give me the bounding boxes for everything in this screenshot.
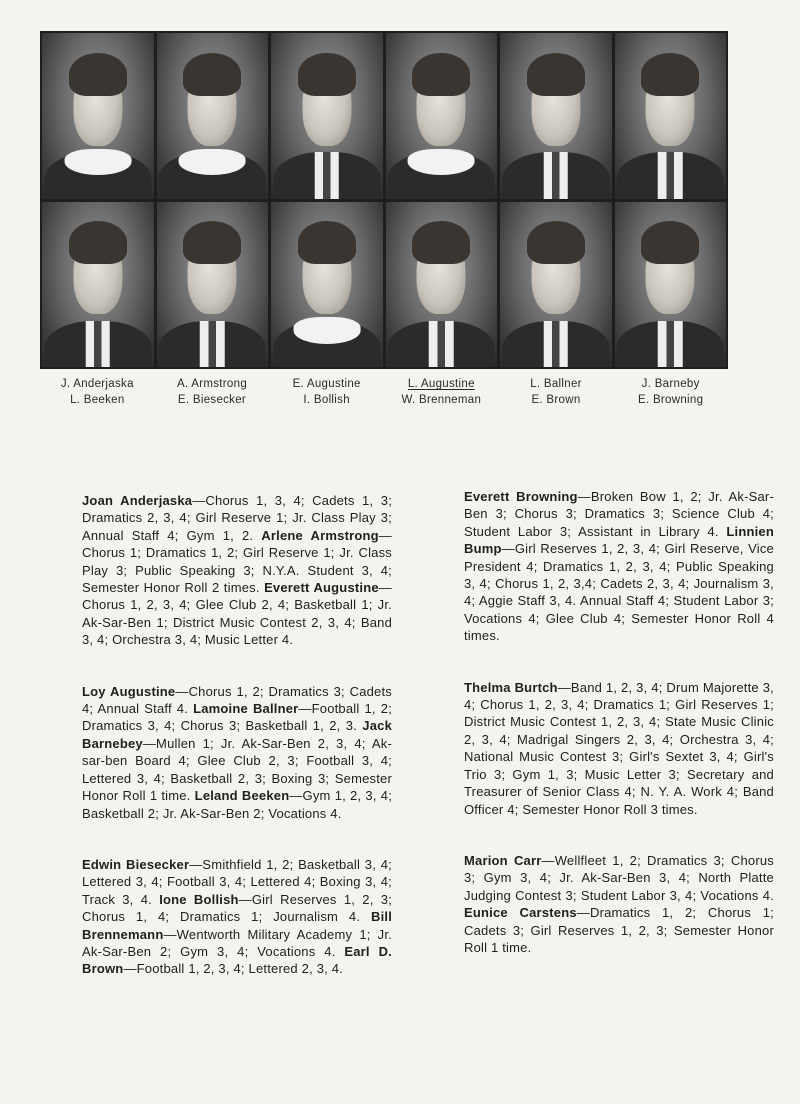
- portrait-photo: [157, 33, 269, 199]
- student-activities: —Chorus 1, 3, 4; Cadets 1, 3; Dramatics 2, 3, 4; Girl Reserve 1; Jr. Class Play 3; Annual Staff 4; Gym 1, 2.: [82, 493, 393, 543]
- portrait-grid: [40, 31, 728, 369]
- student-activities: —Wellfleet 1, 2; Dramatics 3; Chorus 3; Gym 3, 4; Jr. Ak-Sar-Ben 3, 4; North Platte Judging Contest 3; Student Labor 3, 4; Vocations 4.: [464, 852, 774, 903]
- student-activities: —Football 1, 2, 3, 4; Lettered 2, 3, 4.: [123, 961, 343, 977]
- student-name: Lamoine Ballner: [193, 701, 299, 717]
- student-activities: —Football 1, 2; Dramatics 3, 4; Chorus 3; Basketball 1, 2, 3.: [82, 701, 393, 734]
- portrait-photo: [386, 33, 498, 199]
- caption-bottom-name: E. Biesecker: [177, 394, 247, 406]
- student-activities: —Smithfield 1, 2; Basketball 3, 4; Lettered 3, 4; Football 3, 4; Lettered 4; Boxing 3, 4; Track 3, 4.: [82, 856, 392, 907]
- caption-cell: [155, 376, 270, 408]
- student-name: Arlene Armstrong: [261, 527, 379, 543]
- student-name: Loy Augustine: [82, 683, 176, 699]
- student-activities: —Broken Bow 1, 2; Jr. Ak-Sar-Ben 3; Chorus 3; Dramatics 3; Science Club 4; Student Labor 3; Assistant in Library 4.: [464, 489, 774, 539]
- left-text-column: [82, 492, 392, 978]
- student-name: Eunice Carstens: [464, 905, 577, 921]
- portrait-photo: [271, 33, 383, 199]
- caption-top-name: J. Anderjaska: [60, 378, 134, 390]
- caption-bottom-name: L. Beeken: [70, 394, 125, 406]
- biography-paragraph: [82, 683, 392, 822]
- caption-bottom-name: E. Brown: [531, 394, 581, 406]
- portrait-photo: [42, 202, 154, 368]
- portrait-photo: [500, 202, 612, 368]
- caption-top-name: J. Barneby: [641, 378, 700, 390]
- caption-top-name: L. Augustine: [407, 378, 475, 390]
- caption-bottom-name: W. Brenneman: [401, 394, 482, 406]
- student-name: Linnien Bump: [464, 523, 774, 557]
- student-name: Marion Carr: [464, 852, 542, 868]
- student-name: Jack Barnebey: [82, 718, 393, 751]
- portrait-captions: [40, 376, 728, 408]
- biography-paragraph: [464, 852, 774, 956]
- student-name: Ione Bollish: [159, 891, 239, 907]
- caption-top-name: E. Augustine: [292, 378, 361, 390]
- student-activities: —Band 1, 2, 3, 4; Drum Majorette 3, 4; Chorus 1, 2, 3, 4; Dramatics 1; Girl Reserves 1; District Music Contest 1, 2, 3, 4; State Music Clinic 2, 3, 4; Madrigal Singers 2, 3, 4; Orchestra 3, 4; National Music Contest 3; Girl's Sextet 3, 4; Girl's Trio 3; Gym 1, 3; Music Letter 3; Secretary and Treasurer of Senior Class 4; N. Y. A. Work 4; Band Officer 4; Semester Honor Roll 3 times.: [464, 679, 774, 817]
- student-name: Everett Augustine: [264, 580, 379, 596]
- portrait-photo: [157, 202, 269, 368]
- portrait-photo: [271, 202, 383, 368]
- student-activities: —Chorus 1; Dramatics 1, 2; Girl Reserve 1; Jr. Class Play 3; Public Speaking 3; N.Y.A. Student 3, 4; Semester Honor Roll 2 times.: [82, 527, 392, 596]
- student-name: Everett Browning: [464, 489, 578, 504]
- portrait-photo: [615, 202, 727, 368]
- student-activities: —Gym 1, 2, 3, 4; Basketball 2; Jr. Ak-Sar-Ben 2; Vocations 4.: [82, 788, 393, 821]
- student-name: Earl D. Brown: [82, 943, 393, 977]
- portrait-photo: [615, 33, 727, 199]
- portrait-photo: [42, 33, 154, 199]
- student-activities: —Dramatics 1, 2; Chorus 1; Cadets 3; Girl Reserves 1, 2, 3; Semester Honor Roll 1 time.: [464, 905, 774, 955]
- biography-paragraph: [82, 856, 392, 978]
- biography-paragraph: [464, 679, 774, 818]
- caption-top-name: A. Armstrong: [176, 378, 248, 390]
- caption-cell: [499, 376, 614, 408]
- student-activities: —Wentworth Military Academy 1; Jr. Ak-Sar-Ben 2; Gym 3, 4; Vocations 4.: [82, 926, 392, 959]
- biography-paragraph: [464, 488, 774, 645]
- student-name: Thelma Burtch: [464, 679, 558, 695]
- right-text-column: [464, 488, 774, 956]
- portrait-photo: [386, 202, 498, 368]
- caption-bottom-name: I. Bollish: [303, 394, 350, 406]
- caption-top-name: L. Ballner: [530, 378, 582, 390]
- student-activities: —Girl Reserves 1, 2, 3; Chorus 1, 4; Dramatics 1; Journalism 4.: [82, 891, 393, 925]
- portrait-photo: [500, 33, 612, 199]
- student-activities: —Girl Reserves 1, 2, 3, 4; Girl Reserve, Vice President 4; Dramatics 1, 2, 3, 4; Public Speaking 3, 4; Chorus 1, 2, 3,4; Cadets 2, 3, 4; Journalism 3, 4; Aggie Staff 3, 4. Annual Staff 4; Student Labor 3; Vocations 4; Glee Club 4; Semester Honor Roll 4 times.: [464, 541, 774, 644]
- student-name: Bill Brennemann: [82, 909, 393, 942]
- student-activities: —Mullen 1; Jr. Ak-Sar-Ben 2, 3, 4; Ak-sar-ben Board 4; Glee Club 2, 3; Football 3, 4; Lettered 3, 4; Basketball 2, 3; Boxing 3; Semester Honor Roll 1 time.: [82, 735, 392, 804]
- student-name: Edwin Biesecker: [82, 856, 190, 872]
- student-activities: —Chorus 1, 2, 3, 4; Glee Club 2, 4; Basketball 1; Jr. Ak-Sar-Ben 1; District Music Contest 2, 3, 4; Band 3, 4; Orchestra 3, 4; Music Letter 4.: [82, 580, 392, 648]
- caption-bottom-name: E. Browning: [638, 394, 704, 406]
- biography-paragraph: [82, 492, 392, 649]
- caption-cell: [384, 376, 499, 408]
- caption-cell: [40, 376, 155, 408]
- student-activities: —Chorus 1, 2; Dramatics 3; Cadets 4; Annual Staff 4.: [82, 683, 392, 717]
- caption-cell: [613, 376, 728, 408]
- student-name: Joan Anderjaska: [82, 493, 193, 508]
- caption-cell: [269, 376, 384, 408]
- student-name: Leland Beeken: [194, 788, 290, 804]
